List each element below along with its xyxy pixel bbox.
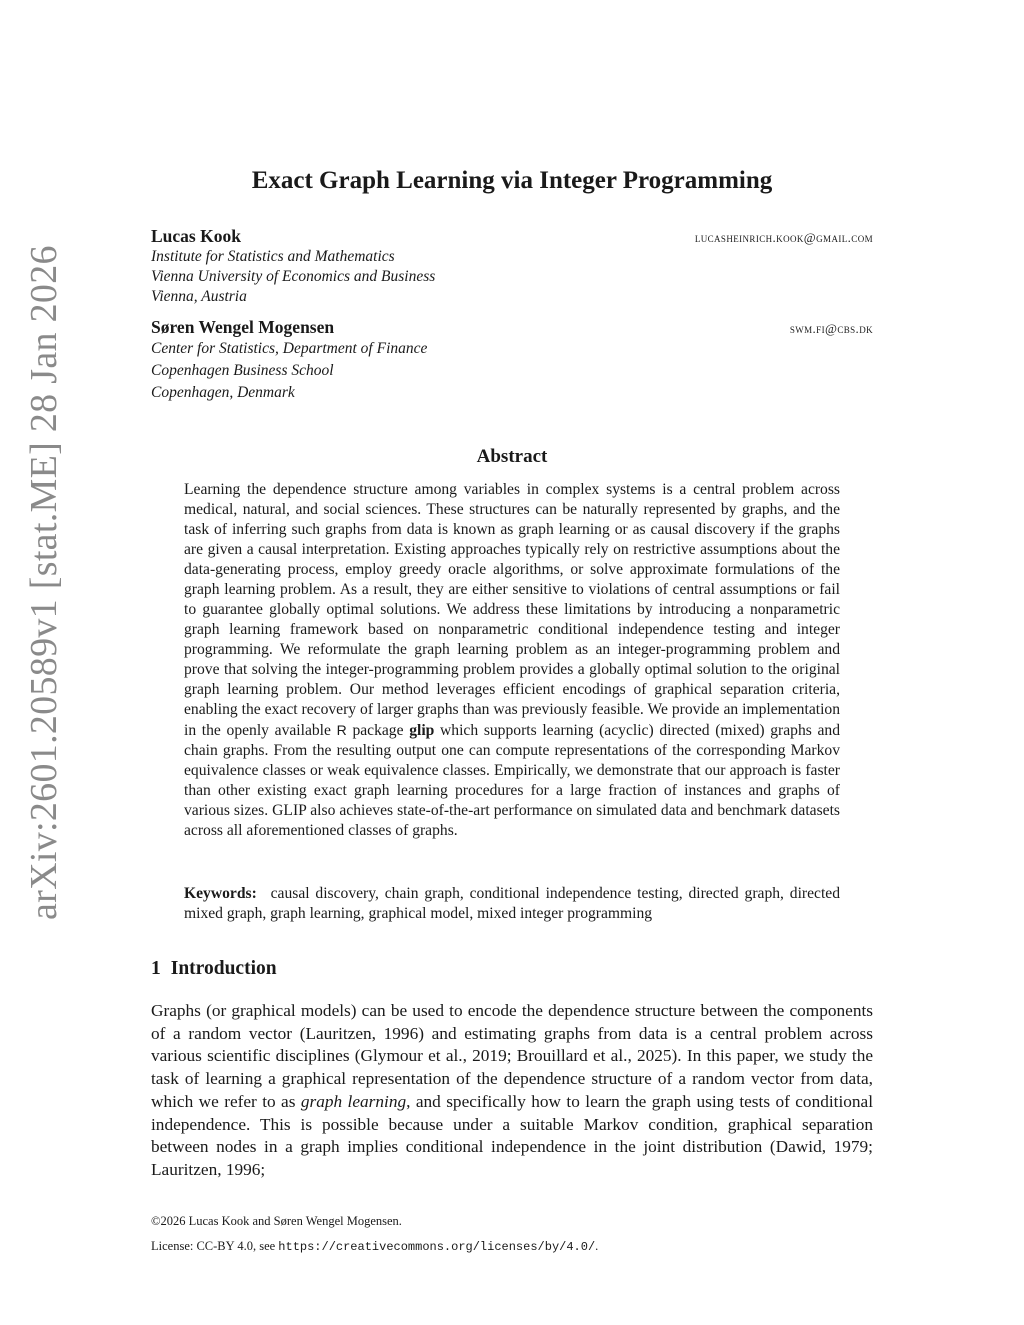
abstract-text: Learning the dependence structure among variables in complex systems is a central problem across medical, natural, and social sciences. These structures can be naturally represented by graphs, and the task of inferring such graphs from data is known as graph learning or as causal discovery if the graphs are given a causal interpretation. Existing approaches typically rely on restrictive assumptions about the data-generating process, employ greedy oracle algorithms, or solve approximate formulations of the graph learning problem. As a result, they are either sensitive to violations of central assumptions or fail to guarantee globally optimal solutions. We address these limitations by introducing a nonparametric graph learning framework based on nonparametric conditional independence testing and integer programming. We reformulate the graph learning problem as an integer-programming problem and prove that solving the integer-programming problem provides a globally optimal solution to the original graph learning problem. Our method leverages efficient encodings of graphical separation criteria, enabling the exact recovery of larger graphs than was previously feasible. We provide an implementation in the openly available <box>184 481 840 739</box>
intro-text: Graphs (or graphical models) can be used to encode the dependence structure between the components of a random vector (Lauritzen, 1996) and estimating graphs from data is a central problem across various scientific disciplines (Glymour et al., 2019; Brouillard et al., 2025). In this paper, we study the task of learning a graphical representation of the dependence structure of a random vector from data, which we refer to as <box>151 1001 873 1111</box>
intro-paragraph <box>151 1000 873 1182</box>
license-link[interactable]: https://creativecommons.org/licenses/by/4.0/ <box>278 1240 596 1254</box>
author-email[interactable]: swm.fi@cbs.dk <box>789 321 873 336</box>
arxiv-stamp: arXiv:2601.20589v1 [stat.ME] 28 Jan 2026 <box>23 245 65 920</box>
license-prefix: License: CC-BY 4.0, see <box>151 1239 276 1253</box>
copyright-notice: ©2026 Lucas Kook and Søren Wengel Mogensen. <box>151 1214 402 1228</box>
paper-title: Exact Graph Learning via Integer Programming <box>251 167 773 194</box>
package-name: glip <box>409 722 435 739</box>
license-suffix: . <box>595 1239 599 1253</box>
keywords <box>184 884 840 924</box>
author-affiliation: Vienna, Austria <box>151 288 247 305</box>
author-affiliation: Institute for Statistics and Mathematics <box>151 248 395 265</box>
keywords-text: causal discovery, chain graph, conditional independence testing, directed graph, directed mixed graph, graph learning, graphical model, mixed integer programming <box>184 885 840 922</box>
emphasis-term: graph learning <box>300 1091 407 1111</box>
author-name: Lucas Kook <box>151 226 241 246</box>
abstract-text: package <box>352 722 404 739</box>
keywords-label: Keywords: <box>184 885 257 902</box>
section-heading <box>151 958 277 980</box>
license-notice <box>151 1239 598 1254</box>
abstract-heading: Abstract <box>476 446 548 467</box>
author-email[interactable]: lucasheinrich.kook@gmail.com <box>694 230 873 245</box>
author-block-2 <box>151 317 873 404</box>
author-name: Søren Wengel Mogensen <box>151 317 335 337</box>
r-language-label: R <box>336 722 347 738</box>
intro-text: , and specifically how to learn the graph using tests of conditional independence. This is possible because under a suitable Markov condition, graphical separation between nodes in a graph implies conditional independence in the joint distribution (Dawid, 1979; Lauritzen, 1996; <box>151 1091 874 1179</box>
author-affiliation: Center for Statistics, Department of Finance <box>151 340 428 357</box>
author-block-1 <box>151 226 873 307</box>
author-affiliation: Copenhagen Business School <box>151 362 334 379</box>
abstract-body <box>184 480 840 841</box>
section-title: Introduction <box>170 958 277 979</box>
abstract-text: which supports learning (acyclic) directed (mixed) graphs and chain graphs. From the resulting output one can compute representations of the corresponding Markov equivalence classes or weak equivalence classes. Empirically, we demonstrate that our approach is faster than other existing exact graph learning procedures for a large fraction of instances and graphs of various sizes. GLIP also achieves state-of-the-art performance on simulated data and benchmark datasets across all aforementioned classes of graphs. <box>184 722 841 839</box>
author-affiliation: Vienna University of Economics and Business <box>151 268 436 285</box>
section-number: 1 <box>151 958 161 979</box>
author-affiliation: Copenhagen, Denmark <box>151 384 295 401</box>
